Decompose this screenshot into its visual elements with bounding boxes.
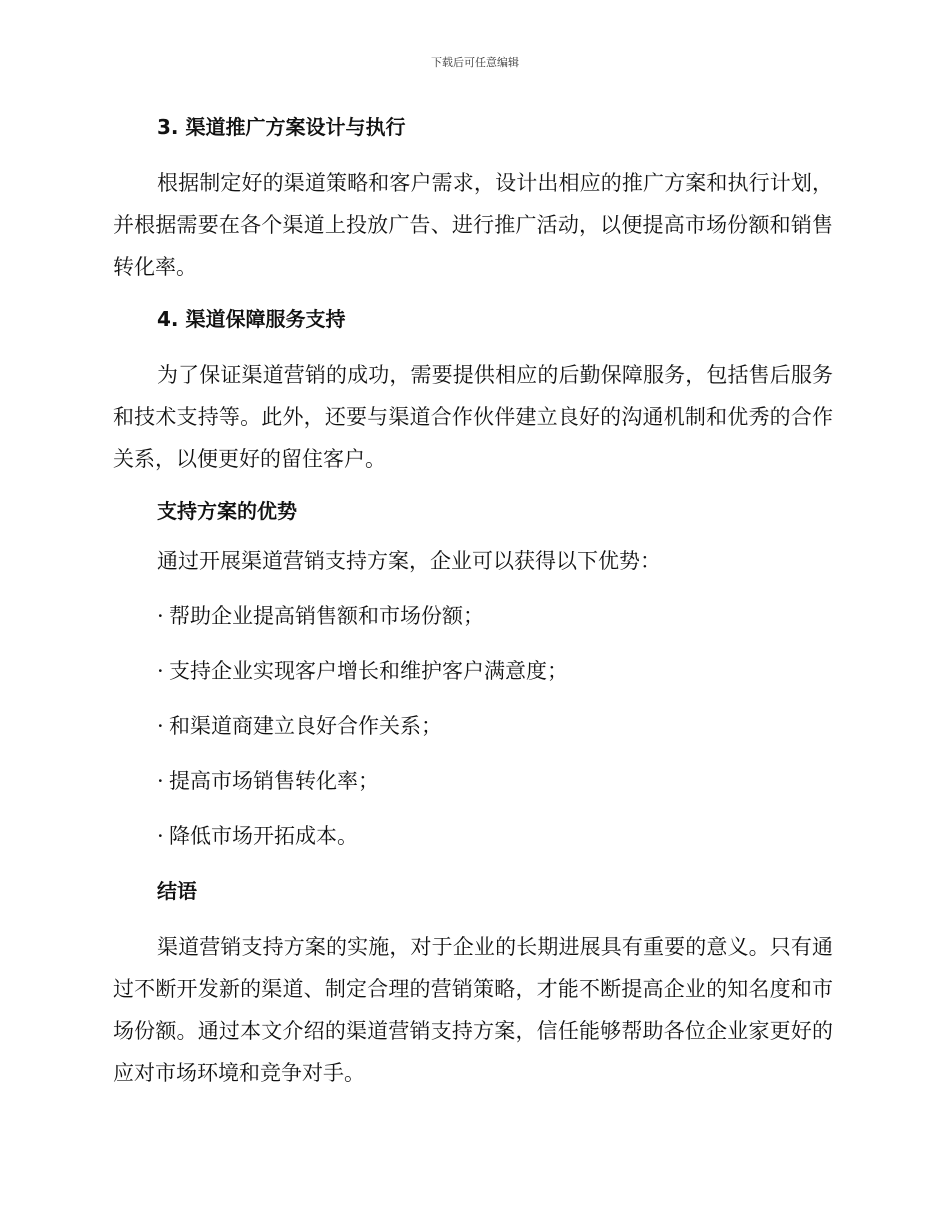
bullet-icon: · bbox=[157, 604, 164, 628]
document-body bbox=[113, 108, 833, 1110]
advantage-item bbox=[157, 601, 833, 631]
advantages-intro: 通过开展渠道营销支持方案，企业可以获得以下优势： bbox=[157, 549, 661, 573]
advantages-heading: 支持方案的优势 bbox=[157, 499, 297, 523]
advantage-item bbox=[157, 766, 833, 796]
section-3-paragraph: 根据制定好的渠道策略和客户需求，设计出相应的推广方案和执行计划，并根据需要在各个渠道上投放广告、进行推广活动，以便提高市场份额和销售转化率。 bbox=[113, 171, 833, 279]
section-3-heading: 3. 渠道推广方案设计与执行 bbox=[157, 115, 406, 139]
section-4-paragraph: 为了保证渠道营销的成功，需要提供相应的后勤保障服务，包括售后服务和技术支持等。此外，还要与渠道合作伙伴建立良好的沟通机制和优秀的合作关系，以便更好的留住客户。 bbox=[113, 363, 833, 471]
advantage-item bbox=[157, 656, 833, 686]
bullet-icon: · bbox=[157, 714, 164, 738]
bullet-icon: · bbox=[157, 659, 164, 683]
bullet-icon: · bbox=[157, 769, 164, 793]
bullet-icon: · bbox=[157, 824, 164, 848]
advantage-text: 提高市场销售转化率； bbox=[169, 769, 379, 793]
advantage-item bbox=[157, 711, 833, 741]
advantage-text: 和渠道商建立良好合作关系； bbox=[169, 714, 442, 738]
advantage-text: 帮助企业提高销售额和市场份额； bbox=[169, 604, 484, 628]
advantage-item bbox=[157, 821, 833, 851]
advantage-text: 降低市场开拓成本。 bbox=[169, 824, 358, 848]
conclusion-heading: 结语 bbox=[157, 879, 197, 903]
advantage-text: 支持企业实现客户增长和维护客户满意度； bbox=[169, 659, 568, 683]
page-header: 下载后可任意编辑 bbox=[431, 56, 519, 69]
conclusion-paragraph: 渠道营销支持方案的实施，对于企业的长期进展具有重要的意义。只有通过不断开发新的渠道、制定合理的营销策略，才能不断提高企业的知名度和市场份额。通过本文介绍的渠道营销支持方案，信任能够帮助各位企业家更好的应对市场环境和竞争对手。 bbox=[113, 935, 833, 1085]
section-4-heading: 4. 渠道保障服务支持 bbox=[157, 307, 346, 331]
